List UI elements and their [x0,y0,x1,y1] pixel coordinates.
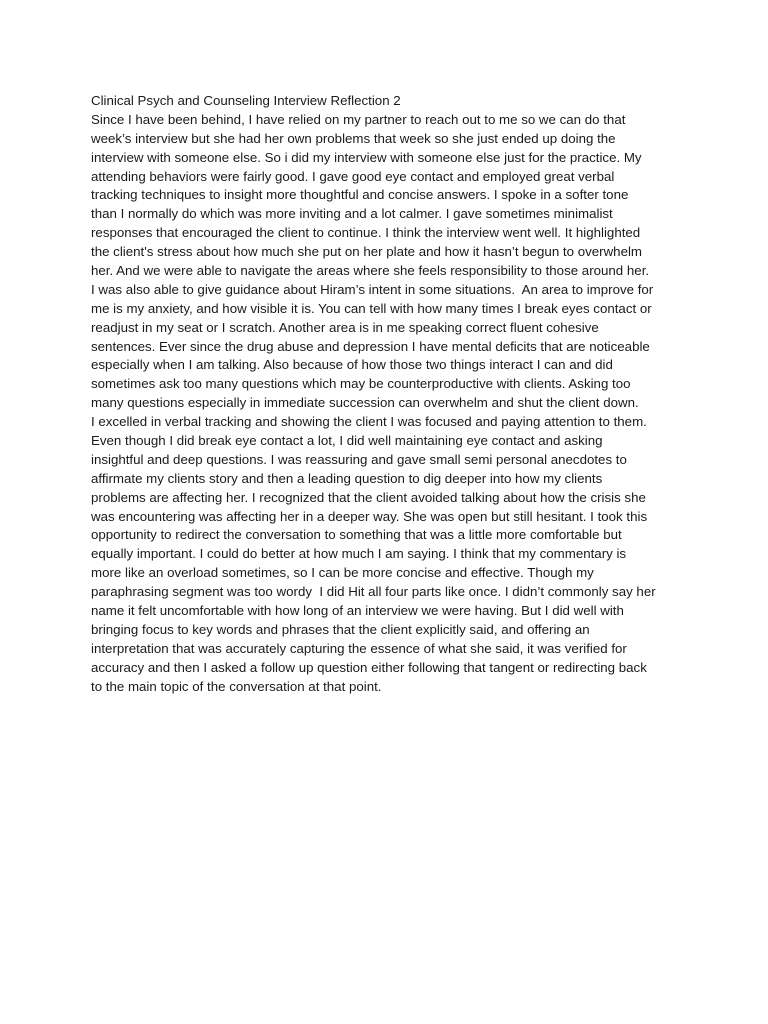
text-line: more like an overload sometimes, so I can be more concise and effective. Though my [91,565,594,581]
text-line: than I normally do which was more inviting and a lot calmer. I gave sometimes minimalist [91,206,613,222]
text-line: paraphrasing segment was too wordy I did Hit all four parts like once. I didn’t commonly say her [91,584,656,600]
text-line: accuracy and then I asked a follow up question either following that tangent or redirecting back [91,659,647,675]
text-line: Since I have been behind, I have relied on my partner to reach out to me so we can do that [91,111,626,127]
text-line: insightful and deep questions. I was reassuring and gave small semi personal anecdotes to [91,451,627,467]
text-line: bringing focus to key words and phrases that the client explicitly said, and offering an [91,621,590,637]
text-line: sometimes ask too many questions which may be counterproductive with clients. Asking too [91,376,631,392]
text-line: interview with someone else. So i did my interview with someone else just for the practice. My [91,149,642,165]
text-line: affirmate my clients story and then a leading question to dig deeper into how my clients [91,470,603,486]
text-line: many questions especially in immediate succession can overwhelm and shut the client down. [91,395,639,411]
document-body [91,92,691,697]
text-line: readjust in my seat or I scratch. Another area is in me speaking correct fluent cohesive [91,319,599,335]
text-line: tracking techniques to insight more thoughtful and concise answers. I spoke in a softer tone [91,187,629,203]
text-line: Even though I did break eye contact a lot, I did well maintaining eye contact and asking [91,433,603,449]
text-line: week’s interview but she had her own problems that week so she just ended up doing the [91,130,616,146]
text-line: I was also able to give guidance about Hiram’s intent in some situations. An area to improve for [91,281,654,297]
text-line: name it felt uncomfortable with how long of an interview we were having. But I did well with [91,603,624,619]
text-line: her. And we were able to navigate the areas where she feels responsibility to those around her. [91,263,650,279]
text-line: the client's stress about how much she put on her plate and how it hasn’t begun to overwhelm [91,244,642,260]
text-line: attending behaviors were fairly good. I gave good eye contact and employed great verbal [91,168,615,184]
text-line: equally important. I could do better at how much I am saying. I think that my commentary is [91,546,627,562]
text-line: especially when I am talking. Also because of how those two things interact I can and did [91,357,613,373]
text-line: was encountering was affecting her in a deeper way. She was open but still hesitant. I took this [91,508,648,524]
text-line: problems are affecting her. I recognized that the client avoided talking about how the crisis she [91,489,646,505]
text-line: opportunity to redirect the conversation to something that was a little more comfortable but [91,527,622,543]
text-line: to the main topic of the conversation at that point. [91,678,382,694]
text-line: me is my anxiety, and how visible it is. You can tell with how many times I break eyes contact or [91,300,652,316]
text-line: sentences. Ever since the drug abuse and depression I have mental deficits that are noticeable [91,338,650,354]
text-line: I excelled in verbal tracking and showing the client I was focused and paying attention to them. [91,414,647,430]
document-title: Clinical Psych and Counseling Interview Reflection 2 [91,93,401,108]
text-line: interpretation that was accurately capturing the essence of what she said, it was verified for [91,640,627,656]
text-line: responses that encouraged the client to continue. I think the interview went well. It highlighted [91,225,641,241]
